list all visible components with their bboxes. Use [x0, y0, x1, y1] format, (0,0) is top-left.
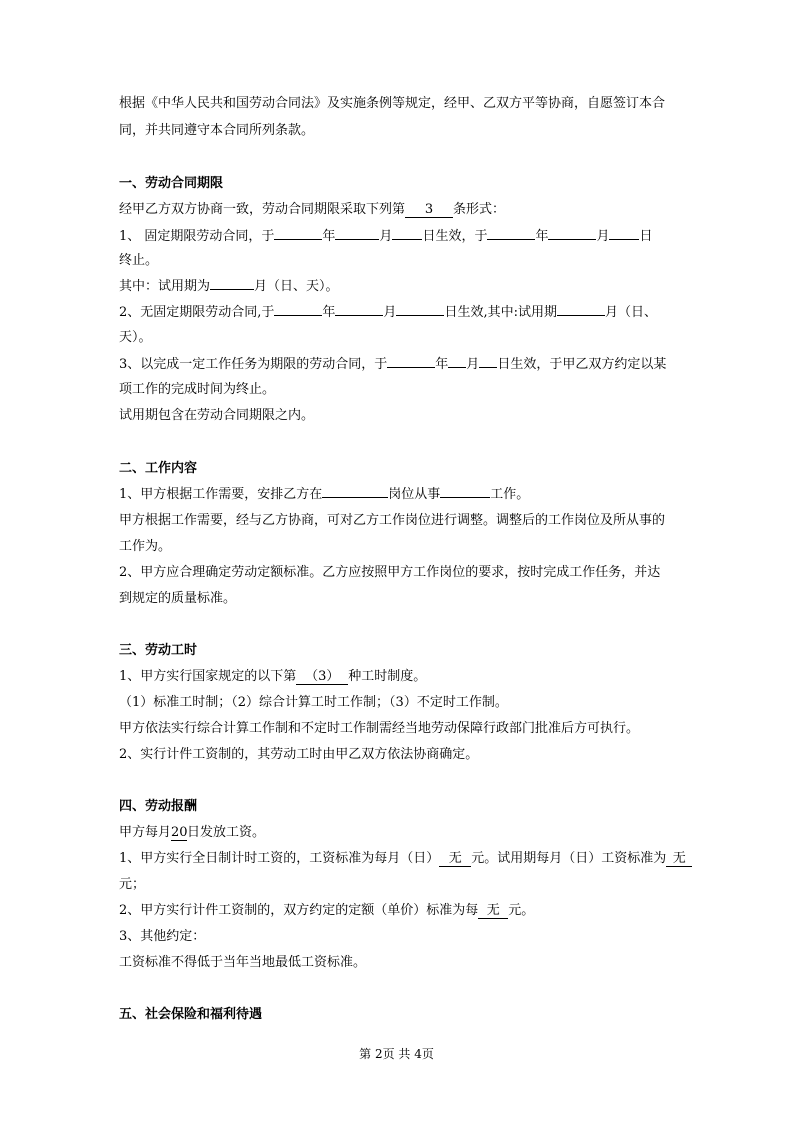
s1-item1-f: 月	[596, 229, 610, 244]
s2-p1-c: 工作。	[490, 487, 530, 502]
s2-p2-line-1: 甲方根据工作需要，经与乙方协商，可对乙方工作岗位进行调整。调整后的工作岗位及所从事的	[119, 513, 666, 528]
s4-p3: 3、其他约定：	[119, 929, 206, 944]
section-3-heading: 三、劳动工时	[119, 643, 198, 658]
blank	[322, 497, 388, 498]
s1-item3-line	[119, 356, 666, 374]
s4-pay-a: 甲方每月	[119, 825, 172, 840]
s1-agree-post: 条形式：	[453, 202, 506, 217]
s1-agree-pre: 经甲乙方双方协商一致，劳动合同期限采取下列第	[119, 202, 406, 217]
section-2-heading: 二、工作内容	[119, 461, 198, 476]
blank	[387, 367, 435, 368]
blank	[210, 289, 254, 290]
s1-item1-b: 年	[322, 229, 336, 244]
s2-p3-line-1: 2、甲方应合理确定劳动定额标准。乙方应按照甲方工作岗位的要求，按时完成工作任务，并达	[119, 565, 661, 580]
s4-p2-a: 2、甲方实行计件工资制的，双方约定的定额（单价）标准为每	[119, 903, 479, 918]
section-5-heading: 五、社会保险和福利待遇	[119, 1007, 263, 1022]
s2-p2-line-2: 工作为。	[119, 539, 172, 554]
s3-p1-b: 种工时制度。	[348, 669, 427, 684]
page-footer: 第 2页 共 4页	[359, 1047, 434, 1061]
s4-p1-line	[119, 850, 692, 868]
s3-p3: 甲方依法实行综合计算工作制和不定时工作制需经当地劳动保障行政部门批准后方可执行。	[119, 721, 640, 736]
s2-p1-a: 1、甲方根据工作需要，安排乙方在	[119, 487, 323, 502]
intro-text-2: 同，并共同遵守本合同所列条款。	[119, 123, 315, 138]
s3-p1-line	[119, 668, 426, 686]
s1-item1-g: 日	[639, 229, 653, 244]
blank	[479, 367, 497, 368]
s1-item3-c: 月	[466, 357, 480, 372]
s1-item1-c: 月	[379, 229, 393, 244]
s4-p4: 工资标准不得低于当年当地最低工资标准。	[119, 955, 367, 970]
s2-p1-line	[119, 486, 529, 504]
s4-pay-line	[119, 824, 265, 842]
s3-p4: 2、实行计件工资制的，其劳动工时由甲乙双方依法协商确定。	[119, 747, 479, 762]
s3-p1-a: 1、甲方实行国家规定的以下第	[119, 669, 297, 684]
s4-p2-value: 无	[478, 904, 508, 919]
s1-item1-line-2: 终止。	[119, 253, 159, 268]
s1-item2-line-2: 天）。	[119, 330, 152, 345]
intro-line-1	[119, 95, 665, 113]
s2-p3-line-2: 到规定的质量标准。	[119, 591, 237, 606]
blank	[448, 367, 466, 368]
intro-text-1: 根据《中华人民共和国劳动合同法》及实施条例等规定，经甲、乙双方平等协商，自愿签订本合	[119, 96, 666, 111]
s4-pay-value: 20	[171, 825, 188, 840]
s1-item1-line	[119, 228, 653, 246]
s4-p1-a: 1、甲方实行全日制计时工资的，工资标准为每月（日）	[119, 851, 440, 866]
s4-pay-b: 日发放工资。	[187, 825, 266, 840]
s1-trial-line	[119, 278, 339, 296]
intro-line-2	[119, 122, 314, 140]
s4-p2-line	[119, 902, 534, 920]
blank	[274, 315, 322, 316]
s1-item2-d: 日生效,其中:试用期	[444, 305, 557, 320]
s1-trial-a: 其中：试用期为	[119, 279, 211, 294]
s1-note: 试用期包含在劳动合同期限之内。	[119, 408, 315, 423]
s4-p1-b: 元。试用期每月（日）工资标准为	[471, 851, 667, 866]
s1-item3-a: 3、以完成一定工作任务为期限的劳动合同，于	[119, 357, 388, 372]
s1-item2-c: 月	[383, 305, 397, 320]
section-1-heading: 一、劳动合同期限	[119, 176, 224, 191]
blank	[557, 315, 605, 316]
s2-p1-b: 岗位从事	[388, 487, 441, 502]
s1-item1-d: 日生效，于	[422, 229, 488, 244]
blank	[609, 239, 639, 240]
s1-item3-d: 日生效，于甲乙双方约定以某	[497, 357, 667, 372]
blank	[396, 315, 444, 316]
s1-item1-e: 年	[535, 229, 549, 244]
s1-item2-e: 月（日、	[604, 305, 657, 320]
s1-item3-b: 年	[435, 357, 449, 372]
s4-p1-value-1: 无	[439, 852, 471, 867]
blank	[335, 315, 383, 316]
blank	[440, 497, 490, 498]
s4-p1-line-2: 元；	[119, 877, 146, 892]
s1-item3-line-2: 项工作的完成时间为终止。	[119, 382, 276, 397]
s1-agree-line	[119, 201, 505, 219]
blank	[487, 239, 535, 240]
s1-item1-a: 1、 固定期限劳动合同，于	[119, 229, 275, 244]
s1-trial-b: 月（日、天）。	[254, 279, 339, 294]
s3-p2: （1）标准工时制；（2）综合计算工时工作制；（3）不定时工作制。	[119, 695, 508, 710]
s4-p2-b: 元。	[508, 903, 535, 918]
blank	[392, 239, 422, 240]
s3-p1-value: （3）	[296, 670, 348, 685]
blank	[335, 239, 379, 240]
blank	[548, 239, 596, 240]
s1-item2-b: 年	[322, 305, 336, 320]
s1-agree-value: 3	[405, 203, 453, 218]
s4-p1-value-2: 无	[666, 852, 692, 867]
s1-item2-line	[119, 304, 657, 322]
section-4-heading: 四、劳动报酬	[119, 799, 198, 814]
blank	[274, 239, 322, 240]
s1-item2-a: 2、无固定期限劳动合同,于	[119, 305, 275, 320]
